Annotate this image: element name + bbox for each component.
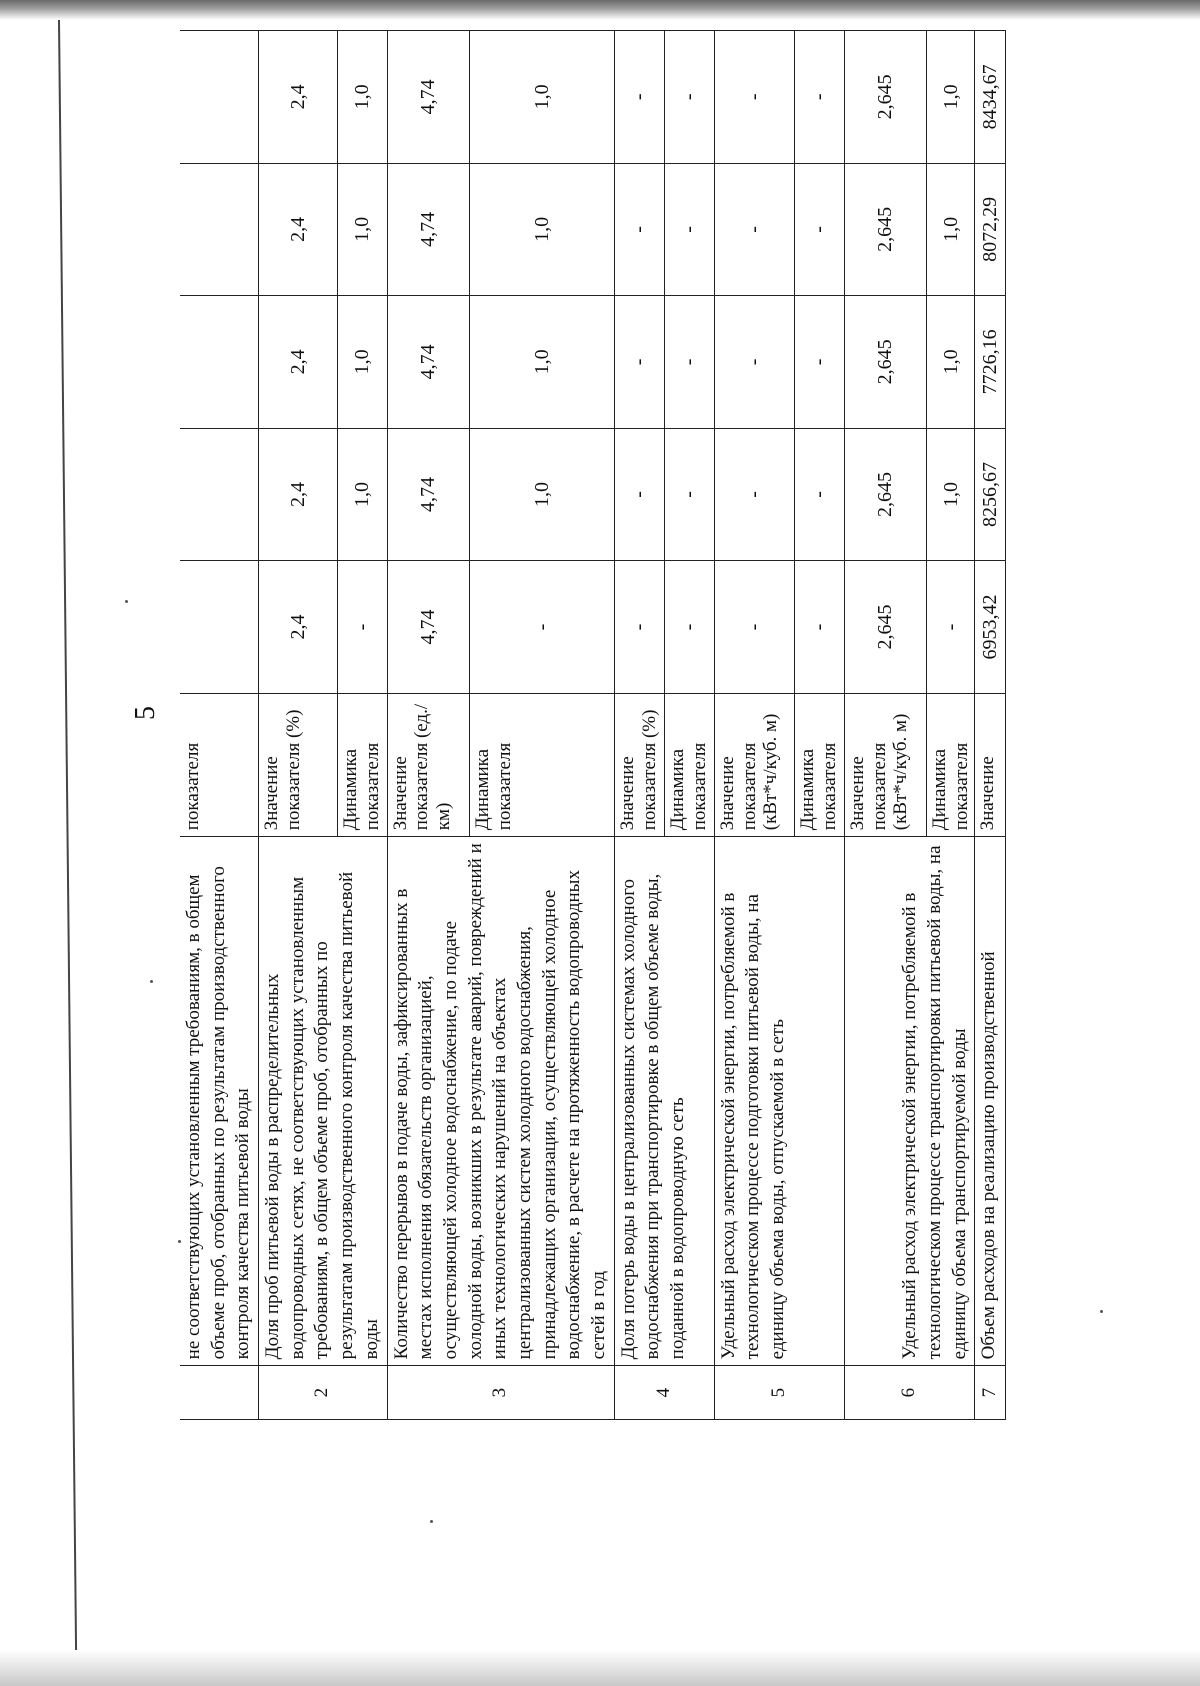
table-row — [844, 31, 926, 1420]
value-cell: 2,645 — [844, 31, 926, 164]
value-cell: 1,0 — [338, 31, 387, 164]
value-cell: - — [714, 163, 794, 296]
table-row — [975, 31, 1006, 1420]
value-cell — [180, 163, 259, 296]
value-cell: - — [614, 163, 664, 296]
row-number: 6 — [844, 1366, 975, 1420]
value-cell: 1,0 — [470, 428, 615, 561]
value-cell: 4,74 — [387, 428, 470, 561]
table-row — [180, 31, 259, 1420]
page-number: 5 — [130, 706, 161, 720]
value-cell: 1,0 — [338, 163, 387, 296]
indicator-name: не соответствующих установленным требованиям, в общем объеме проб, отобранных по результатам производственного контроля качества питьевой воды — [180, 837, 259, 1366]
value-cell: - — [664, 428, 714, 561]
value-cell: 1,0 — [470, 163, 615, 296]
indicator-unit: показателя — [180, 693, 259, 837]
indicator-unit: Значение показателя (кВт*ч/куб. м) — [844, 693, 926, 837]
value-cell: 1,0 — [470, 31, 615, 164]
scan-speck — [430, 1520, 433, 1523]
row-number: 2 — [259, 1366, 387, 1420]
value-cell: 8072,29 — [975, 163, 1006, 296]
value-cell: 1,0 — [926, 296, 975, 429]
value-cell: 1,0 — [338, 296, 387, 429]
value-cell: - — [664, 296, 714, 429]
value-cell: 1,0 — [926, 428, 975, 561]
value-cell: 6953,42 — [975, 561, 1006, 694]
table-row — [714, 31, 794, 1420]
scan-speck — [125, 600, 128, 603]
indicators-table — [180, 30, 1006, 1420]
value-cell: 1,0 — [470, 296, 615, 429]
value-cell: - — [714, 296, 794, 429]
value-cell: - — [664, 163, 714, 296]
indicator-unit: Значение показателя (кВт*ч/куб. м) — [714, 693, 794, 837]
value-cell: 1,0 — [338, 428, 387, 561]
value-cell: 8434,67 — [975, 31, 1006, 164]
indicator-unit: Значение показателя (%) — [259, 693, 338, 837]
indicator-unit: Динамика показателя — [338, 693, 387, 837]
value-cell: 1,0 — [926, 31, 975, 164]
indicator-unit: Значение — [975, 693, 1006, 837]
value-cell: 8256,67 — [975, 428, 1006, 561]
row-number: 4 — [614, 1366, 714, 1420]
value-cell: 4,74 — [387, 296, 470, 429]
value-cell: - — [794, 163, 844, 296]
value-cell: - — [794, 296, 844, 429]
table-row — [259, 31, 338, 1420]
rotated-page — [130, 30, 1080, 1420]
value-cell: - — [794, 428, 844, 561]
indicator-unit: Значение показателя (ед./км) — [387, 693, 470, 837]
value-cell: - — [714, 428, 794, 561]
value-cell: - — [614, 31, 664, 164]
value-cell: 2,4 — [259, 561, 338, 694]
value-cell — [180, 561, 259, 694]
value-cell: 2,645 — [844, 561, 926, 694]
row-number — [180, 1366, 259, 1420]
table-row — [614, 31, 664, 1420]
value-cell: - — [664, 31, 714, 164]
row-number: 5 — [714, 1366, 844, 1420]
indicator-name: Доля потерь воды в централизованных системах холодного водоснабжения при транспортировке в общем объеме воды, поданной в водопроводную сеть — [614, 837, 714, 1366]
value-cell: - — [714, 31, 794, 164]
scan-left-edge — [58, 20, 77, 1670]
row-number: 3 — [387, 1366, 614, 1420]
value-cell: - — [614, 561, 664, 694]
value-cell — [180, 296, 259, 429]
value-cell: - — [664, 561, 714, 694]
value-cell: - — [614, 428, 664, 561]
value-cell: 2,645 — [844, 296, 926, 429]
value-cell: 4,74 — [387, 163, 470, 296]
value-cell: - — [794, 561, 844, 694]
value-cell: - — [794, 31, 844, 164]
value-cell: 2,4 — [259, 31, 338, 164]
indicator-name: Количество перерывов в подаче воды, зафиксированных в местах исполнения обязательств организацией, осуществляющей холодное водоснабжение, по подаче холодной воды, возникших в результате аварий, повреждений и иных технологических нарушений на объектах централизованных систем холодного водоснабжения, принадлежащих организации, осуществляющей холодное водоснабжение, в расчете на протяженность водопроводных сетей в год — [387, 837, 614, 1366]
indicator-name: Объем расходов на реализацию производственной — [975, 837, 1006, 1366]
value-cell: 4,74 — [387, 561, 470, 694]
scan-bottom-edge — [0, 1650, 1200, 1686]
indicator-unit: Динамика показателя — [794, 693, 844, 837]
indicator-unit: Динамика показателя — [926, 693, 975, 837]
value-cell: - — [338, 561, 387, 694]
value-cell: 2,4 — [259, 428, 338, 561]
value-cell: 2,645 — [844, 428, 926, 561]
indicator-name: Доля проб питьевой воды в распределительных водопроводных сетях, не соответствующих установленным требованиям, в общем объеме проб, отобранных по результатам производственного контроля качества питьевой воды — [259, 837, 387, 1366]
value-cell — [180, 428, 259, 561]
indicator-name: Удельный расход электрической энергии, потребляемой в технологическом процессе подготовки питьевой воды, на единицу объема воды, отпускаемой в сеть — [714, 837, 844, 1366]
indicator-name: Удельный расход электрической энергии, потребляемой в технологическом процессе транспортировки питьевой воды, на единицу объема транспортируемой воды — [844, 837, 975, 1366]
value-cell: - — [714, 561, 794, 694]
indicator-unit: Динамика показателя — [664, 693, 714, 837]
value-cell: - — [926, 561, 975, 694]
value-cell: 2,645 — [844, 163, 926, 296]
indicator-unit: Значение показателя (%) — [614, 693, 664, 837]
value-cell — [180, 31, 259, 164]
indicator-unit: Динамика показателя — [470, 693, 615, 837]
scan-top-edge — [0, 0, 1200, 20]
value-cell: 2,4 — [259, 296, 338, 429]
value-cell: 4,74 — [387, 31, 470, 164]
row-number: 7 — [975, 1366, 1006, 1420]
value-cell: 1,0 — [926, 163, 975, 296]
value-cell: 2,4 — [259, 163, 338, 296]
value-cell: - — [470, 561, 615, 694]
table-row — [387, 31, 470, 1420]
value-cell: 7726,16 — [975, 296, 1006, 429]
value-cell: - — [614, 296, 664, 429]
scan-speck — [1100, 1310, 1103, 1313]
